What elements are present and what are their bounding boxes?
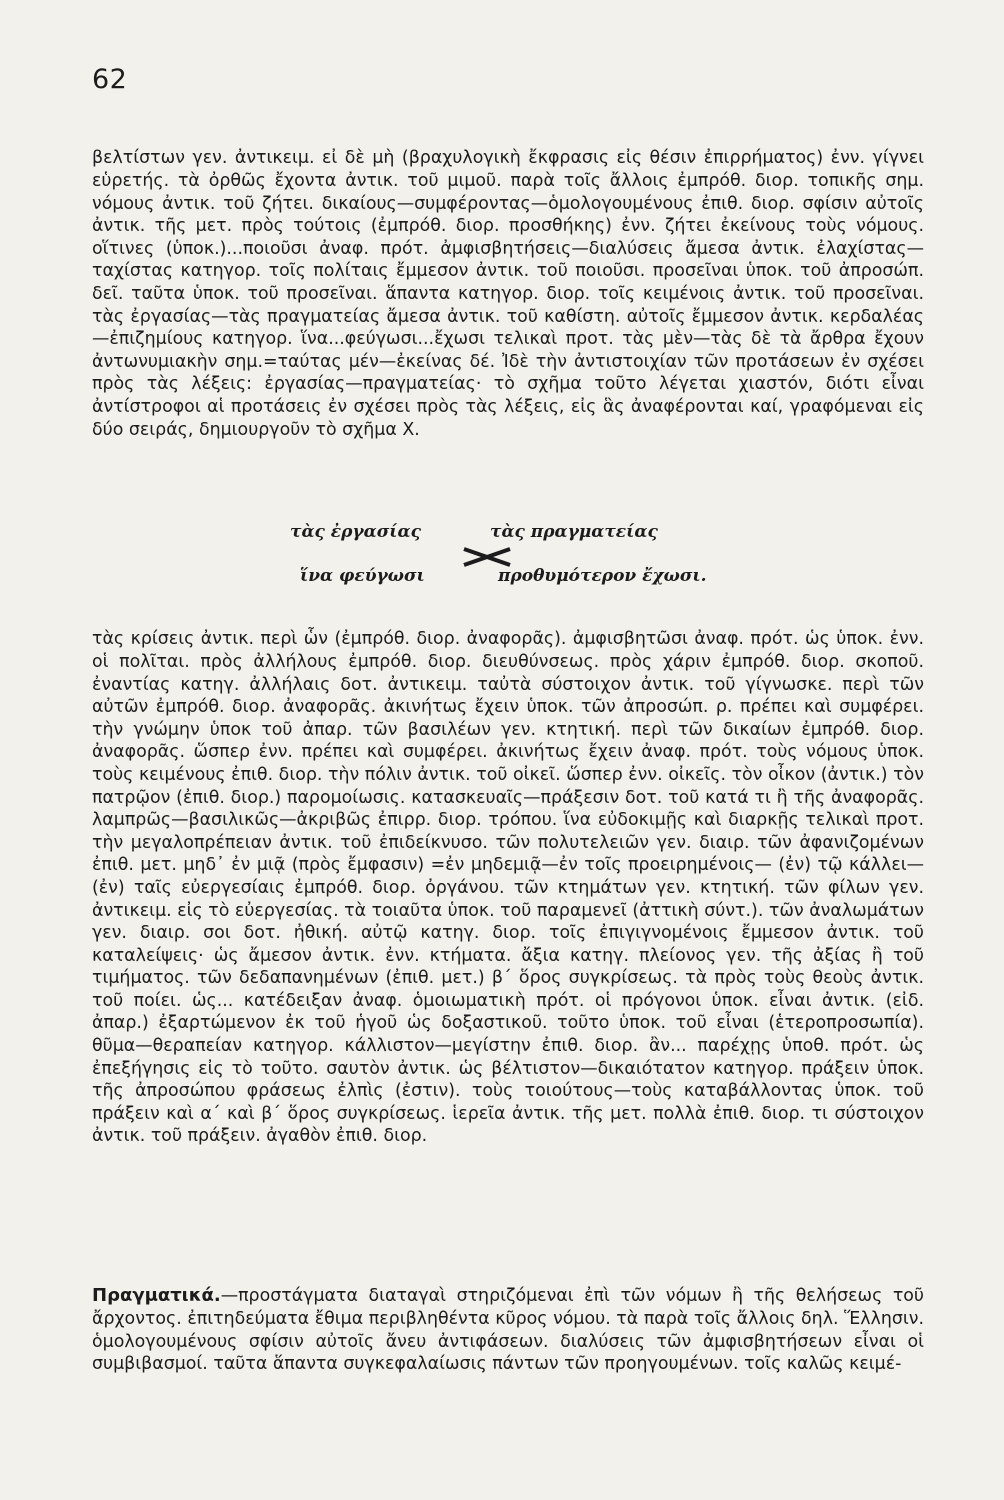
chiasmus-top-left: τὰς ἐργασίας bbox=[290, 522, 421, 542]
commentary-paragraph-2: τὰς κρίσεις ἀντικ. περὶ ὧν (ἐμπρόθ. διορ. ἀναφορᾶς). ἀμφισβητῶσι ἀναφ. πρότ. ὡς ὑποκ. ἐνν. οἱ πολῖται. πρὸς ἀλλήλους ἐμπρόθ. διορ. διευθύνσεως. πρὸς χάριν ἐμπρόθ. διορ. σκοποῦ. ἐναντίας κατηγ. ἀλλήλαις δοτ. ἀντικειμ. ταὐτὰ σύστοιχον ἀντικ. τοῦ γίγνωσκε. περὶ τῶν αὐτῶν ἐμπρόθ. διορ. ἀναφορᾶς. ἀκινήτως ἔχειν ὑποκ. τῶν ἀπροσώπ. ρ. πρέπει καὶ συμφέρει. τὴν γνώμην ὑποκ τοῦ ἀπαρ. τῶν βασιλέων γεν. κτητική. περὶ τῶν δικαίων ἐμπρόθ. διορ. ἀναφορᾶς. ὥσπερ ἐνν. πρέπει καὶ συμφέρει. ἀκινήτως ἔχειν ἀναφ. πρότ. τοὺς νόμους ὑποκ. τοὺς κειμένους ἐπιθ. διορ. τὴν πόλιν ἀντικ. τοῦ οἰκεῖ. ὥσπερ ἐνν. οἰκεῖς. τὸν οἶκον (ἀντικ.) τὸν πατρῷον (ἐπιθ. διορ.) παρομοίωσις. κατασκευαῖς—πράξεσιν δοτ. τοῦ κατά τι ἢ τῆς ἀναφορᾶς. λαμπρῶς—βασιλικῶς—ἀκριβῶς ἐπιρρ. διορ. τρόπου. ἵνα εὐδοκιμῇς καὶ διαρκῇς τελικαὶ προτ. τὴν μεγαλοπρέπειαν ἀντικ. τοῦ ἐπιδείκνυσο. τῶν πολυτελειῶν γεν. διαιρ. τῶν ἀφανιζομένων ἐπιθ. μετ. μηδ᾽ ἐν μιᾷ (πρὸς ἔμφασιν) =ἐν μηδεμιᾷ—ἐν τοῖς προειρημένοις— (ἐν) τῷ κάλλει— (ἐν) ταῖς εὐεργεσίαις ἐμπρόθ. διορ. ὀργάνου. τῶν κτημάτων γεν. κτητική. τῶν φίλων γεν. ἀντικειμ. εἰς τὸ εὐεργεσίας. τὰ τοιαῦτα ὑποκ. τοῦ παραμενεῖ (ἀττικὴ σύντ.). τῶν ἀναλωμάτων γεν. διαιρ. σοι δοτ. ἠθική. αὐτῷ κατηγ. διορ. τοῖς ἐπιγιγνομένοις ἔμμεσον ἀντικ. τοῦ καταλείψεις· ὡς ἄμεσον ἀντικ. ἐνν. κτήματα. ἄξια κατηγ. πλείονος γεν. τῆς ἀξίας ἢ τοῦ τιμήματος. τῶν δεδαπανημένων (ἐπιθ. μετ.) β΄ ὅρος συγκρίσεως. τὰ πρὸς τοὺς θεοὺς ἀντικ. τοῦ ποίει. ὡς... κατέδειξαν ἀναφ. ὁμοιωματικὴ πρότ. οἱ πρόγονοι ὑποκ. εἶναι ἀντικ. (εἰδ. ἀπαρ.) ἐξαρτώμενον ἐκ τοῦ ἡγοῦ ὡς δοξαστικοῦ. τοῦτο ὑποκ. τοῦ εἶναι (ἑτεροπροσωπία). θῦμα—θεραπείαν κατηγορ. κάλλιστον—μεγίστην ἐπιθ. διορ. ἂν... παρέχῃς ὑποθ. πρότ. ὡς ἐπεξήγησις εἰς τὸ τοῦτο. σαυτὸν ἀντικ. ὡς βέλτιστον—δικαιότατον κατηγορ. πράξειν ὑποκ. τῆς ἀπροσώπου φράσεως ἐλπὶς (ἐστιν). τοὺς τοιούτους—τοὺς καταβάλλοντας ὑποκ. τοῦ πράξειν καὶ α΄ καὶ β΄ ὅρος συγκρίσεως. ἱερεῖα ἀντικ. τῆς μετ. πολλὰ ἐπιθ. διορ. τι σύστοιχον ἀντικ. τοῦ πράξειν. ἀγαθὸν ἐπιθ. διορ. bbox=[92, 629, 924, 1147]
pragmatika-text: —προστάγματα διαταγαὶ στηριζόμεναι ἐπὶ τῶν νόμων ἢ τῆς θελήσεως τοῦ ἄρχοντος. ἐπιτηδεύματα ἔθιμα περιβληθέντα κῦρος νόμου. τὰ παρὰ τοῖς ἄλλοις δηλ. Ἕλλησιν. ὁμολογουμένους σφίσιν αὐτοῖς ἄνευ ἀντιφάσεων. διαλύσεις τῶν ἀμφισβητήσεων εἶναι οἱ συμβιβασμοί. ταῦτα ἅπαντα συγκεφαλαίωσις πάντων τῶν προηγουμένων. τοῖς καλῶς κειμέ- bbox=[92, 1286, 924, 1375]
section-heading-pragmatika: Πραγματικά. bbox=[92, 1285, 221, 1307]
chiasmus-cross-icon bbox=[462, 546, 512, 568]
chiasmus-bottom-right: προθυμότερον ἔχωσι. bbox=[498, 566, 707, 586]
chiasmus-bottom-left: ἵνα φεύγωσι bbox=[300, 566, 425, 586]
chiasmus-top-right: τὰς πραγματείας bbox=[490, 522, 658, 542]
page-number: 62 bbox=[92, 64, 128, 95]
commentary-paragraph-1: βελτίστων γεν. ἀντικειμ. εἰ δὲ μὴ (βραχυλογικὴ ἔκφρασις εἰς θέσιν ἐπιρρήματος) ἐνν. γίγνει εὑρετής. τὰ ὀρθῶς ἔχοντα ἀντικ. τοῦ μιμοῦ. παρὰ τοῖς ἄλλοις ἐμπρόθ. διορ. τοπικῆς σημ. νόμους ἀντικ. τοῦ ζήτει. δικαίους—συμφέροντας—ὁμολογουμένους ἐπιθ. διορ. σφίσιν αὐτοῖς ἀντικ. τῆς μετ. πρὸς τούτοις (ἐμπρόθ. διορ. προσθήκης) ἐνν. ζήτει ἐκείνους τοὺς νόμους. οἵτινες (ὑποκ.)...ποιοῦσι ἀναφ. πρότ. ἀμφισβητήσεις—διαλύσεις ἄμεσα ἀντικ. ἐλαχίστας—ταχίστας κατηγορ. τοῖς πολίταις ἔμμεσον ἀντικ. τοῦ ποιοῦσι. προσεῖναι ὑποκ. τοῦ ἀπροσώπ. δεῖ. ταῦτα ὑποκ. τοῦ προσεῖναι. ἅπαντα κατηγορ. διορ. τοῖς κειμένοις ἀντικ. τοῦ προσεῖναι. τὰς ἐργασίας—τὰς πραγματείας ἄμεσα ἀντικ. τοῦ καθίστη. αὐτοῖς ἔμμεσον ἀντικ. κερδαλέας—ἐπιζημίους κατηγορ. ἵνα...φεύγωσι...ἔχωσι τελικαὶ προτ. τὰς μὲν—τὰς δὲ τὰ ἄρθρα ἔχουν ἀντωνυμιακὴν σημ.=ταύτας μέν—ἐκείνας δέ. Ἰδὲ τὴν ἀντιστοιχίαν τῶν προτάσεων ἐν σχέσει πρὸς τὰς λέξεις: ἐργασίας—πραγματείας· τὸ σχῆμα τοῦτο λέγεται χιαστόν, διότι εἶναι ἀντίστροφοι αἱ προτάσεις ἐν σχέσει πρὸς τὰς λέξεις, εἰς ἃς ἀναφέρονται καί, γραφόμεναι εἰς δύο σειράς, δημιουργοῦν τὸ σχῆμα Χ. bbox=[92, 148, 924, 440]
chiasmus-diagram bbox=[240, 522, 800, 592]
commentary-paragraph-3 bbox=[92, 1285, 924, 1375]
